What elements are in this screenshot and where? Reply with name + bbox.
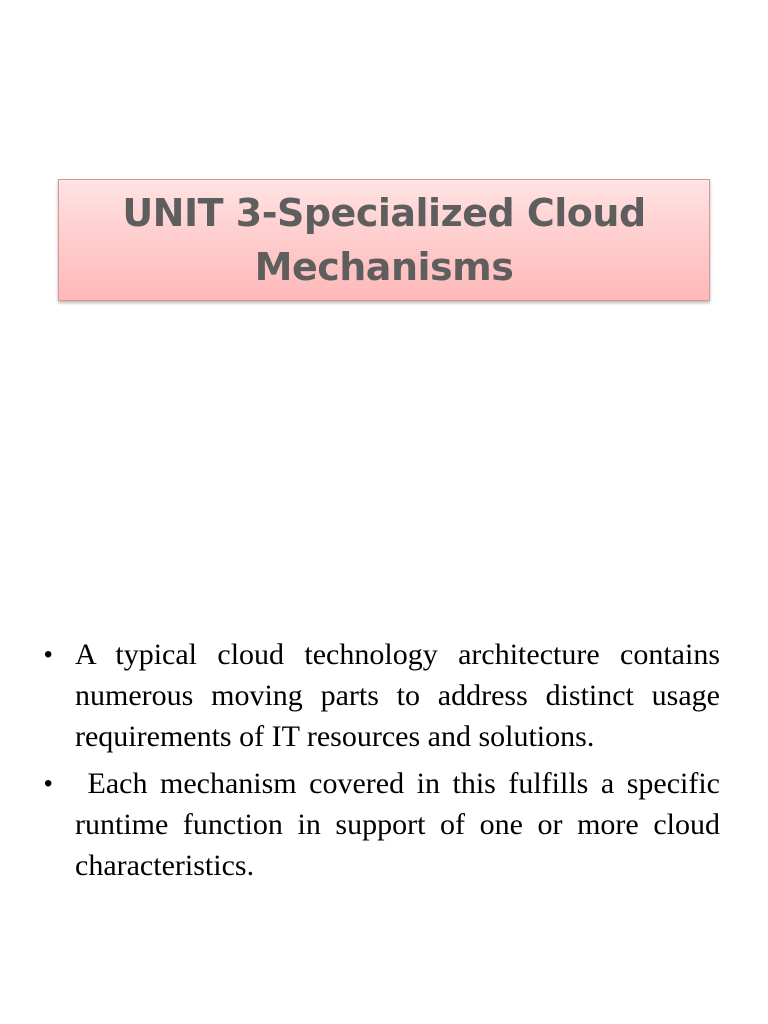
bullet-list [44, 634, 720, 892]
bullet-marker: • [44, 641, 53, 668]
bullet-text-1: A typical cloud technology architecture contains numerous moving parts to address distinct usage requirements of IT resources and solutions. [75, 638, 720, 753]
bullet-item-1 [44, 634, 720, 757]
title-box [58, 179, 710, 301]
bullet-marker: • [44, 770, 53, 797]
bullet-item-2 [44, 763, 720, 886]
bullet-text-2: Each mechanism covered in this fulfills a specific runtime function in support of one or more cloud characteristics. [75, 767, 720, 882]
slide-title: UNIT 3-Specialized Cloud Mechanisms [122, 191, 646, 289]
